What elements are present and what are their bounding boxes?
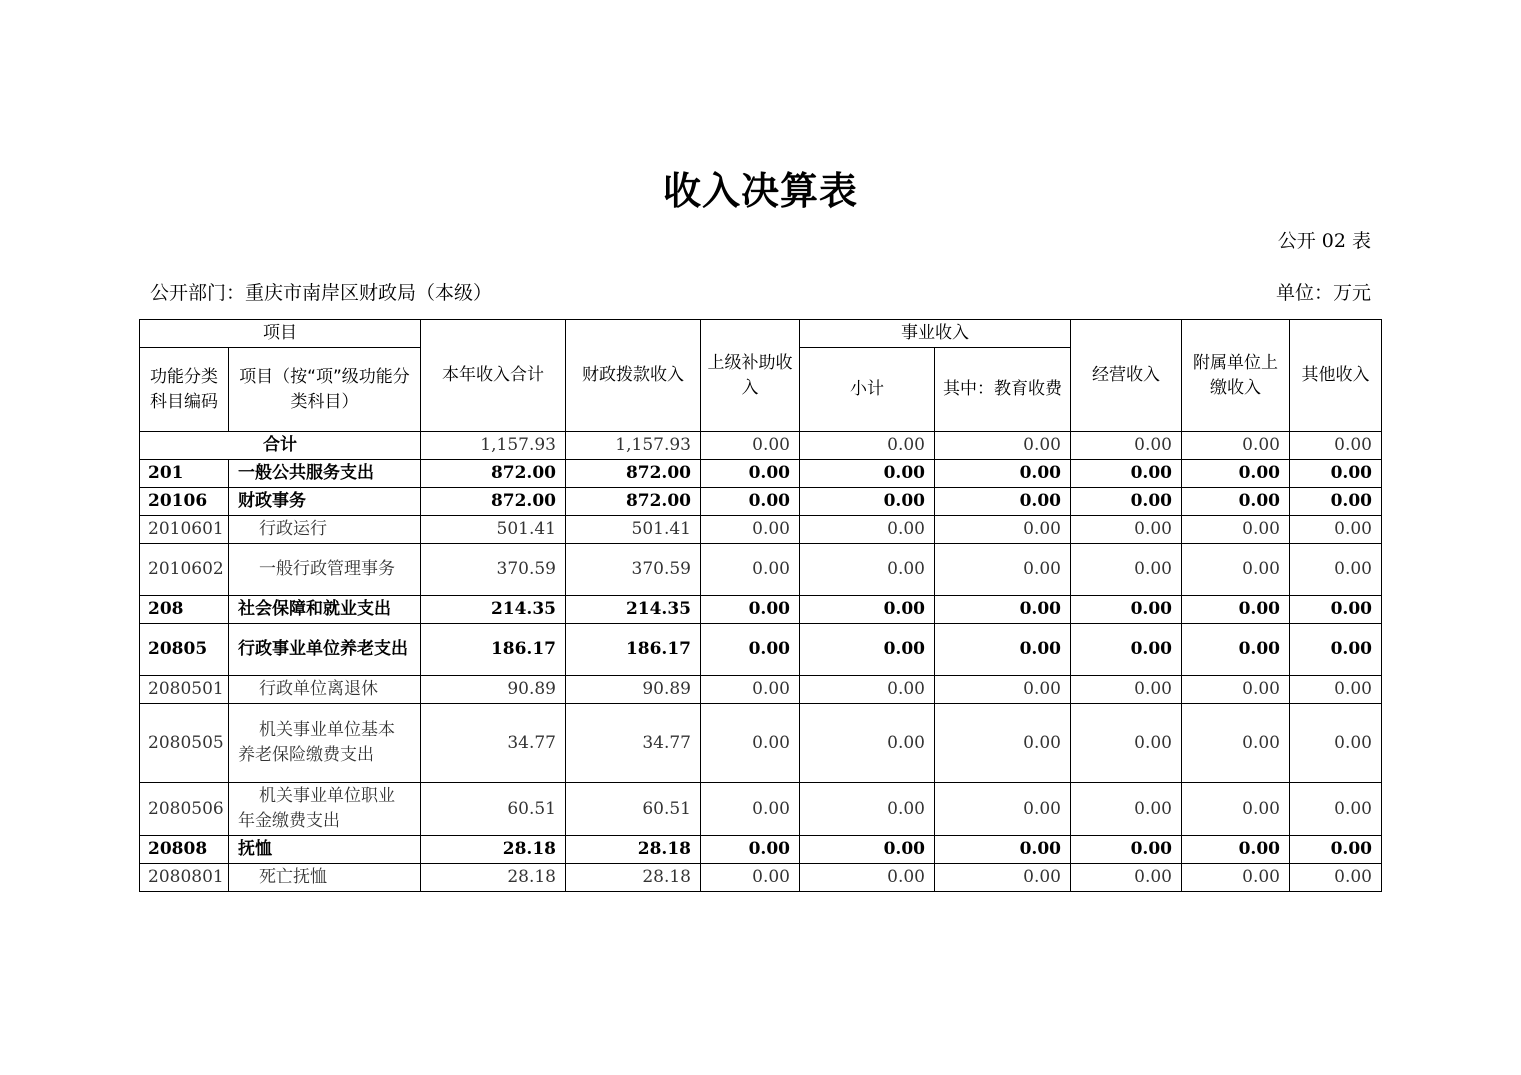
value-cell: 0.00 [800,676,935,704]
value-cell: 872.00 [566,488,701,516]
total-value: 0.00 [935,432,1071,460]
value-cell: 214.35 [566,596,701,624]
total-value: 1,157.93 [566,432,701,460]
func-code-cell: 2080801 [140,864,229,892]
header-total: 本年收入合计 [421,320,566,432]
header-education: 其中：教育收费 [935,348,1071,432]
item-name-cell [229,864,421,892]
value-cell: 0.00 [935,516,1071,544]
value-cell: 0.00 [1182,596,1290,624]
value-cell: 0.00 [1071,704,1182,783]
value-cell: 0.00 [701,783,800,836]
value-cell: 0.00 [701,516,800,544]
value-cell: 34.77 [421,704,566,783]
value-cell: 28.18 [421,864,566,892]
item-name: 机关事业单位基本养老保险缴费支出 [238,720,395,765]
item-name: 一般公共服务支出 [238,463,374,483]
value-cell: 90.89 [421,676,566,704]
value-cell: 0.00 [701,864,800,892]
value-cell: 0.00 [800,624,935,676]
value-cell: 370.59 [421,544,566,596]
func-code-cell: 208 [140,596,229,624]
value-cell: 90.89 [566,676,701,704]
value-cell: 0.00 [1290,488,1382,516]
header-affiliated: 附属单位上缴收入 [1182,320,1290,432]
func-code-cell: 2010601 [140,516,229,544]
item-name-cell [229,783,421,836]
item-name: 行政单位离退休 [259,679,378,699]
value-cell: 34.77 [566,704,701,783]
value-cell: 872.00 [421,460,566,488]
total-value: 0.00 [1071,432,1182,460]
total-value: 0.00 [1182,432,1290,460]
value-cell: 501.41 [421,516,566,544]
table-row [140,516,1382,544]
value-cell: 501.41 [566,516,701,544]
table-code: 公开 02 表 [1277,230,1371,252]
table-row [140,783,1382,836]
func-code-cell: 2010602 [140,544,229,596]
value-cell: 0.00 [800,836,935,864]
value-cell: 0.00 [701,836,800,864]
table-row [140,488,1382,516]
header-func-code: 功能分类科目编码 [140,348,229,432]
value-cell: 872.00 [566,460,701,488]
value-cell: 0.00 [1071,544,1182,596]
value-cell: 0.00 [1182,460,1290,488]
item-name: 社会保障和就业支出 [238,599,391,619]
value-cell: 0.00 [935,544,1071,596]
value-cell: 0.00 [701,704,800,783]
total-label: 合计 [140,432,421,460]
value-cell: 0.00 [935,783,1071,836]
value-cell: 0.00 [1290,624,1382,676]
value-cell: 0.00 [1290,783,1382,836]
item-name: 机关事业单位职业年金缴费支出 [238,786,395,831]
item-name-cell [229,836,421,864]
value-cell: 0.00 [1182,544,1290,596]
value-cell: 0.00 [1071,676,1182,704]
item-name-cell [229,460,421,488]
value-cell: 186.17 [421,624,566,676]
value-cell: 0.00 [1071,460,1182,488]
value-cell: 0.00 [935,596,1071,624]
value-cell: 0.00 [1071,488,1182,516]
total-value: 1,157.93 [421,432,566,460]
value-cell: 0.00 [800,488,935,516]
value-cell: 186.17 [566,624,701,676]
value-cell: 0.00 [1071,516,1182,544]
value-cell: 0.00 [1290,704,1382,783]
func-code-cell: 2080505 [140,704,229,783]
table-row [140,596,1382,624]
header-superior: 上级补助收入 [701,320,800,432]
value-cell: 0.00 [1290,516,1382,544]
value-cell: 0.00 [935,460,1071,488]
table-body [140,432,1382,892]
value-cell: 0.00 [1182,488,1290,516]
header-other: 其他收入 [1290,320,1382,432]
value-cell: 214.35 [421,596,566,624]
value-cell: 0.00 [935,704,1071,783]
item-name-cell [229,544,421,596]
value-cell: 0.00 [701,624,800,676]
value-cell: 0.00 [701,460,800,488]
value-cell: 28.18 [421,836,566,864]
value-cell: 0.00 [800,704,935,783]
value-cell: 0.00 [800,516,935,544]
item-name-cell [229,624,421,676]
func-code-cell: 20805 [140,624,229,676]
value-cell: 0.00 [800,460,935,488]
func-code-cell: 201 [140,460,229,488]
table-row [140,836,1382,864]
value-cell: 0.00 [1182,836,1290,864]
value-cell: 28.18 [566,836,701,864]
value-cell: 0.00 [935,864,1071,892]
value-cell: 0.00 [701,596,800,624]
value-cell: 0.00 [1071,596,1182,624]
value-cell: 0.00 [1290,544,1382,596]
header-item-name: 项目（按“项”级功能分类科目） [229,348,421,432]
value-cell: 872.00 [421,488,566,516]
value-cell: 0.00 [1182,624,1290,676]
value-cell: 0.00 [1182,783,1290,836]
department-label: 公开部门：重庆市南岸区财政局（本级） [150,282,493,304]
value-cell: 0.00 [935,488,1071,516]
value-cell: 0.00 [1182,516,1290,544]
value-cell: 60.51 [421,783,566,836]
item-name-cell [229,516,421,544]
value-cell: 0.00 [1071,624,1182,676]
value-cell: 0.00 [800,864,935,892]
item-name-cell [229,488,421,516]
item-name-cell [229,676,421,704]
item-name: 抚恤 [238,839,272,859]
value-cell: 0.00 [1290,836,1382,864]
table-row [140,704,1382,783]
table-row [140,624,1382,676]
value-cell: 0.00 [800,596,935,624]
value-cell: 0.00 [1290,676,1382,704]
header-fiscal: 财政拨款收入 [566,320,701,432]
value-cell: 0.00 [1071,836,1182,864]
total-value: 0.00 [800,432,935,460]
item-name: 行政事业单位养老支出 [238,639,408,659]
func-code-cell: 20106 [140,488,229,516]
value-cell: 60.51 [566,783,701,836]
func-code-cell: 20808 [140,836,229,864]
value-cell: 0.00 [1182,864,1290,892]
value-cell: 0.00 [1290,460,1382,488]
value-cell: 0.00 [1182,704,1290,783]
value-cell: 0.00 [701,676,800,704]
table-row [140,460,1382,488]
value-cell: 0.00 [1071,864,1182,892]
value-cell: 0.00 [1182,676,1290,704]
item-name: 财政事务 [238,491,306,511]
total-row [140,432,1382,460]
item-name: 行政运行 [259,519,327,539]
item-name-cell [229,596,421,624]
value-cell: 28.18 [566,864,701,892]
func-code-cell: 2080506 [140,783,229,836]
income-table [139,319,1382,892]
value-cell: 0.00 [935,624,1071,676]
total-value: 0.00 [1290,432,1382,460]
header-subtotal: 小计 [800,348,935,432]
value-cell: 0.00 [701,544,800,596]
header-item-group: 项目 [140,320,421,348]
header-career-group: 事业收入 [800,320,1071,348]
value-cell: 0.00 [935,676,1071,704]
value-cell: 0.00 [1290,864,1382,892]
value-cell: 0.00 [701,488,800,516]
page-title: 收入决算表 [662,169,858,213]
item-name: 一般行政管理事务 [259,559,395,579]
value-cell: 370.59 [566,544,701,596]
value-cell: 0.00 [1071,783,1182,836]
table-row [140,544,1382,596]
value-cell: 0.00 [800,544,935,596]
header-business: 经营收入 [1071,320,1182,432]
unit-label: 单位：万元 [1275,282,1371,304]
value-cell: 0.00 [1290,596,1382,624]
total-value: 0.00 [701,432,800,460]
value-cell: 0.00 [800,783,935,836]
func-code-cell: 2080501 [140,676,229,704]
value-cell: 0.00 [935,836,1071,864]
item-name: 死亡抚恤 [259,867,327,887]
table-row [140,864,1382,892]
table-row [140,676,1382,704]
item-name-cell [229,704,421,783]
